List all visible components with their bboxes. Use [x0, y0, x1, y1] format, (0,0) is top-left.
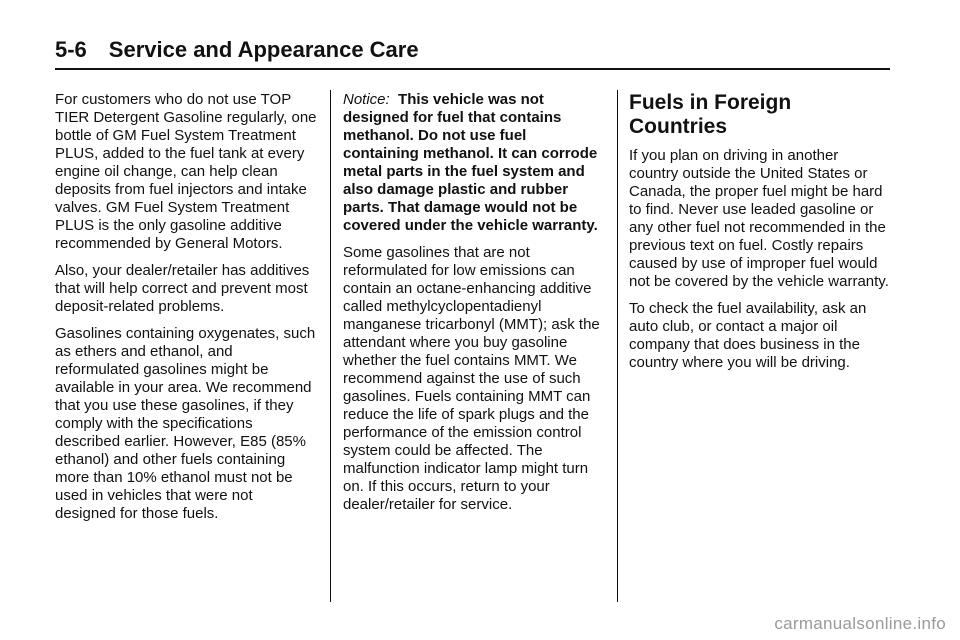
paragraph: For customers who do not use TOP TIER Detergent Gasoline regularly, one bottle of GM Fuel System Treatment PLUS, added to the fuel tank at every engine oil change, can help clean deposits from fuel injectors and intake valves. GM Fuel System Treatment PLUS is the only gasoline additive recommended by General Motors.	[55, 91, 317, 252]
notice-label: Notice:	[343, 91, 390, 108]
paragraph: Gasolines containing oxygenates, such as ethers and ethanol, and reformulated gasolines might be available in your area. We recommend that you use these gasolines, if they comply with the specifications described earlier. However, E85 (85% ethanol) and other fuels containing more than 10% ethanol must not be used in vehicles that were not designed for those fuels.	[55, 325, 316, 522]
paragraph: Some gasolines that are not reformulated for low emissions can contain an octane-enhancing additive called methylcyclopentadienyl manganese tricarbonyl (MMT); ask the attendant where you buy gasoline whether the fuel contains MMT. We recommend against the use of such gasolines. Fuels containing MMT can reduce the life of spark plugs and the performance of the emission control system could be affected. The malfunction indicator lamp might turn on. If this occurs, return to your dealer/retailer for service.	[343, 244, 600, 513]
column-divider	[330, 90, 331, 602]
section-heading: Fuels in Foreign Countries	[629, 91, 792, 138]
column-1	[55, 91, 317, 532]
chapter-title: Service and Appearance Care	[108, 37, 419, 62]
paragraph: If you plan on driving in another country outside the United States or Canada, the proper fuel might be hard to find. Never use leaded gasoline or any other fuel not recommended in the previous text on fuel. Costly repairs caused by use of improper fuel would not be covered by the vehicle warranty.	[629, 147, 889, 290]
notice-text: This vehicle was not designed for fuel that contains methanol. Do not use fuel containing methanol. It can corrode metal parts in the fuel system and also damage plastic and rubber parts. That damage would not be covered under the vehicle warranty.	[343, 91, 598, 234]
watermark: carmanualsonline.info	[774, 614, 946, 633]
page-header	[55, 36, 890, 70]
page-number: 5-6	[55, 37, 87, 62]
paragraph: Also, your dealer/retailer has additives that will help correct and prevent most deposit-related problems.	[55, 262, 310, 315]
notice-block	[343, 91, 605, 235]
paragraph: To check the fuel availability, ask an auto club, or contact a major oil company that does business in the country where you will be driving.	[629, 300, 867, 371]
column-2	[343, 91, 605, 523]
column-divider	[617, 90, 618, 602]
header-title	[55, 36, 419, 64]
column-3	[629, 91, 891, 381]
